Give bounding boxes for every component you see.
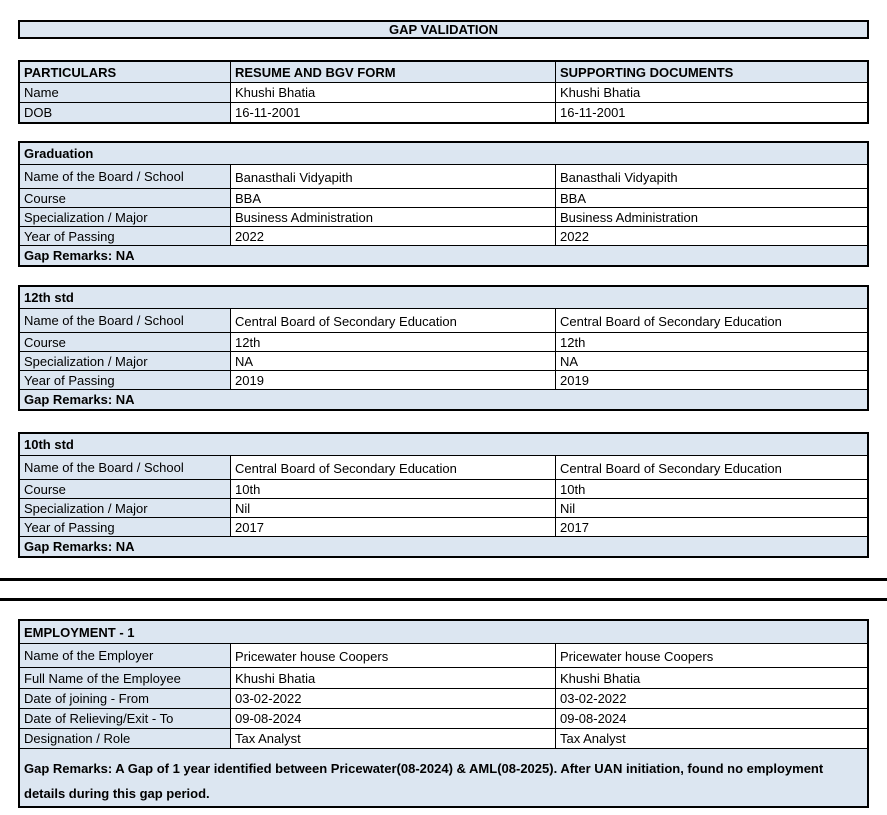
supporting-value: Business Administration <box>555 208 867 226</box>
page-title: GAP VALIDATION <box>18 20 869 39</box>
gap-remarks: Gap Remarks: NA <box>20 536 867 556</box>
table-row-dob <box>20 102 867 122</box>
resume-value: 10th <box>230 480 555 498</box>
supporting-value: Tax Analyst <box>555 729 867 748</box>
section-12th-std <box>18 285 869 411</box>
col-header-particulars: PARTICULARS <box>20 62 230 82</box>
section-title: 12th std <box>20 287 867 308</box>
supporting-value: 10th <box>555 480 867 498</box>
resume-value: Khushi Bhatia <box>230 668 555 688</box>
gap-remarks: Gap Remarks: NA <box>20 389 867 409</box>
table-row-designation <box>20 728 867 748</box>
supporting-value: Pricewater house Coopers <box>555 644 867 667</box>
section-10th-std <box>18 432 869 558</box>
section-title: EMPLOYMENT - 1 <box>20 621 867 643</box>
table-header-row <box>20 62 867 82</box>
resume-value: Business Administration <box>230 208 555 226</box>
supporting-value: 12th <box>555 333 867 351</box>
resume-value: Khushi Bhatia <box>230 83 555 102</box>
table-row-board-school <box>20 455 867 479</box>
row-label: Date of Relieving/Exit - To <box>20 709 230 728</box>
table-row-course <box>20 479 867 498</box>
resume-value: 09-08-2024 <box>230 709 555 728</box>
resume-value: Central Board of Secondary Education <box>230 309 555 332</box>
supporting-value: BBA <box>555 189 867 207</box>
resume-value: 03-02-2022 <box>230 689 555 708</box>
supporting-value: 16-11-2001 <box>555 103 867 122</box>
row-label: Year of Passing <box>20 518 230 536</box>
supporting-value: Central Board of Secondary Education <box>555 456 867 479</box>
table-row-course <box>20 188 867 207</box>
resume-value: Pricewater house Coopers <box>230 644 555 667</box>
resume-value: BBA <box>230 189 555 207</box>
table-row-board-school <box>20 164 867 188</box>
row-label: DOB <box>20 103 230 122</box>
supporting-value: 2022 <box>555 227 867 245</box>
row-label: Course <box>20 480 230 498</box>
resume-value: Central Board of Secondary Education <box>230 456 555 479</box>
supporting-value: 09-08-2024 <box>555 709 867 728</box>
row-label: Name of the Board / School <box>20 456 230 479</box>
row-label: Year of Passing <box>20 227 230 245</box>
particulars-table <box>18 60 869 124</box>
supporting-value: Central Board of Secondary Education <box>555 309 867 332</box>
table-row-year-of-passing <box>20 226 867 245</box>
table-row-specialization <box>20 351 867 370</box>
row-label: Specialization / Major <box>20 499 230 517</box>
row-label: Name of the Board / School <box>20 165 230 188</box>
table-row-specialization <box>20 207 867 226</box>
row-label: Course <box>20 189 230 207</box>
supporting-value: 2017 <box>555 518 867 536</box>
table-row-date-of-relieving <box>20 708 867 728</box>
resume-value: Banasthali Vidyapith <box>230 165 555 188</box>
resume-value: 16-11-2001 <box>230 103 555 122</box>
row-label: Specialization / Major <box>20 208 230 226</box>
supporting-value: 03-02-2022 <box>555 689 867 708</box>
section-title: Graduation <box>20 143 867 164</box>
table-row-date-of-joining <box>20 688 867 708</box>
section-title: 10th std <box>20 434 867 455</box>
row-label: Date of joining - From <box>20 689 230 708</box>
table-row-employee-name <box>20 667 867 688</box>
supporting-value: Khushi Bhatia <box>555 83 867 102</box>
resume-value: NA <box>230 352 555 370</box>
table-row-name <box>20 82 867 102</box>
horizontal-divider <box>0 578 887 581</box>
section-employment-1 <box>18 619 869 808</box>
row-label: Year of Passing <box>20 371 230 389</box>
gap-remarks: Gap Remarks: A Gap of 1 year identified between Pricewater(08-2024) & AML(08-2025). After UAN initiation, found no employment details during this gap period. <box>20 748 867 806</box>
row-label: Name of the Employer <box>20 644 230 667</box>
row-label: Full Name of the Employee <box>20 668 230 688</box>
supporting-value: Banasthali Vidyapith <box>555 165 867 188</box>
resume-value: Nil <box>230 499 555 517</box>
row-label: Course <box>20 333 230 351</box>
table-row-board-school <box>20 308 867 332</box>
resume-value: 12th <box>230 333 555 351</box>
supporting-value: NA <box>555 352 867 370</box>
row-label: Name <box>20 83 230 102</box>
table-row-specialization <box>20 498 867 517</box>
supporting-value: Nil <box>555 499 867 517</box>
supporting-value: 2019 <box>555 371 867 389</box>
table-row-year-of-passing <box>20 517 867 536</box>
supporting-value: Khushi Bhatia <box>555 668 867 688</box>
resume-value: 2022 <box>230 227 555 245</box>
col-header-resume-bgv: RESUME AND BGV FORM <box>230 62 555 82</box>
table-row-year-of-passing <box>20 370 867 389</box>
col-header-supporting-docs: SUPPORTING DOCUMENTS <box>555 62 867 82</box>
row-label: Name of the Board / School <box>20 309 230 332</box>
section-graduation <box>18 141 869 267</box>
row-label: Designation / Role <box>20 729 230 748</box>
resume-value: 2017 <box>230 518 555 536</box>
row-label: Specialization / Major <box>20 352 230 370</box>
gap-remarks: Gap Remarks: NA <box>20 245 867 265</box>
table-row-employer <box>20 643 867 667</box>
table-row-course <box>20 332 867 351</box>
resume-value: Tax Analyst <box>230 729 555 748</box>
resume-value: 2019 <box>230 371 555 389</box>
horizontal-divider <box>0 598 887 601</box>
